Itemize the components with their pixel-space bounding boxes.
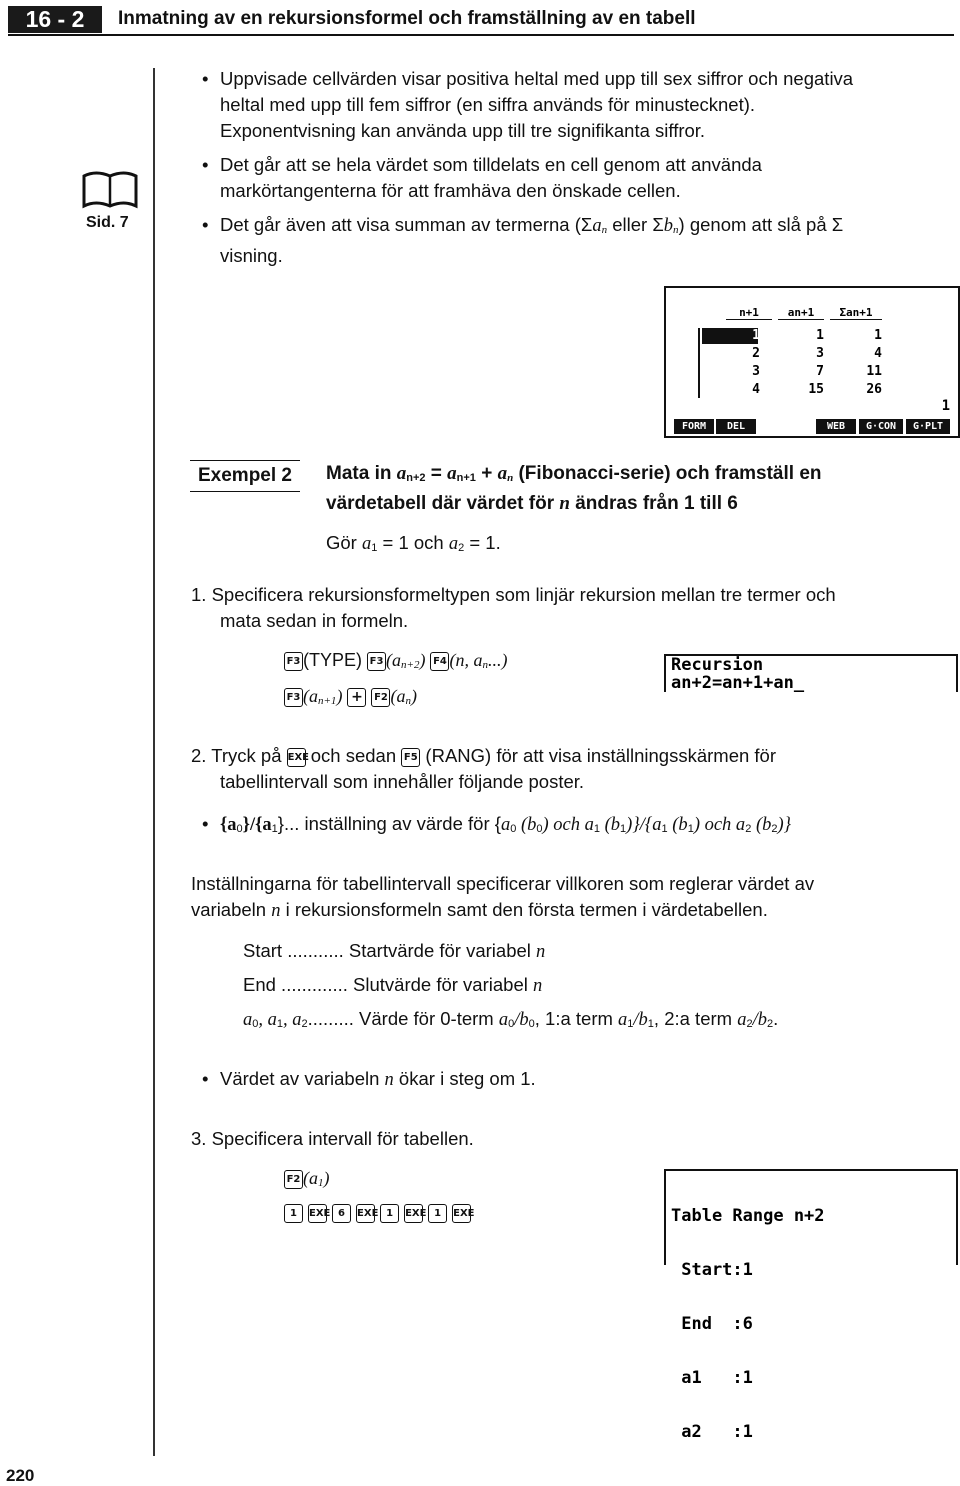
bullet-cell-values [220,66,853,144]
table-cell: 7 [816,364,824,379]
table-header-an: an+1 [778,306,824,320]
bullet-sigma [220,212,843,269]
key-1[interactable]: 1 [428,1204,447,1223]
text-line: markörtangenterna för att framhäva den önskade cellen. [220,180,681,201]
exe-key[interactable]: EXE [356,1204,375,1223]
header-rule [8,34,954,36]
calculator-recursion-screen [664,654,958,692]
table-cell: 11 [866,364,882,379]
text-line: 2. Tryck på EXE och sedan F5 (RANG) för att visa inställningsskärmen för [191,745,776,766]
text-line: • Det går att se hela värdet som tilldelats en cell genom att använda [220,154,762,175]
key-sequence-values [284,1202,475,1223]
table-cell: 3 [752,364,760,379]
f2-key[interactable]: F2 [284,1170,303,1189]
screen-line: Recursion [671,655,764,675]
text-line: Mata in an+2 = an+1 + an (Fibonacci-serie) och framställ en [326,463,822,484]
fn-key-gplt[interactable]: G·PLT [906,419,950,434]
calculator-table-range-screen [664,1169,958,1442]
section-title: Inmatning av en rekursionsformel och framställning av en tabell [118,8,696,29]
text-line: • Det går även att visa summan av termerna (Σan eller Σbn) genom att slå på Σ [220,214,844,236]
f3-key[interactable]: F3 [284,652,303,671]
def-start: Start ........... Startvärde för variabel n [243,940,546,962]
screen-line: an+2=an+1+an_ [671,673,805,693]
page-reference: Sid. 7 [86,214,129,231]
key-1[interactable]: 1 [284,1204,303,1223]
step-3-text: 3. Specificera intervall för tabellen. [191,1128,474,1149]
text-line: 1. Specificera rekursionsformeltypen som linjär rekursion mellan tre termer och [191,584,836,605]
bullet-a0-a1: • {a0}/{a1}... inställning av värde för {a0 (b0) och a1 (b1)}/{a1 (b1) och a2 (b2)} [220,811,791,842]
table-range-paragraph [191,871,814,924]
table-cell: 3 [816,346,824,361]
table-cell: 2 [752,346,760,361]
screen-line: Table Range n+2 [671,1206,825,1226]
example-label: Exempel 2 [190,460,300,492]
fn-key-del[interactable]: DEL [716,419,756,434]
f4-key[interactable]: F4 [430,652,449,671]
exe-key[interactable]: EXE [308,1204,327,1223]
example-given: Gör a1 = 1 och a2 = 1. [326,532,501,554]
text-line: Exponentvisning kan använda upp till tre signifikanta siffror. [220,120,706,141]
f2-key[interactable]: F2 [371,688,390,707]
table-cell: 4 [752,382,760,397]
step-2-text [191,743,776,795]
def-end: End ............. Slutvärde för variabel n [243,974,543,996]
text-line: Inställningarna för tabellintervall specificerar villkoren som reglerar värdet av [191,873,815,894]
plus-key[interactable]: + [347,688,366,707]
text-line: heltal med upp till fem siffror (en siffra används för minustecknet). [220,94,756,115]
key-6[interactable]: 6 [332,1204,351,1223]
bullet-step: • Värdet av variabeln n ökar i steg om 1. [220,1066,536,1093]
text-line: tabellintervall som innehåller följande poster. [220,771,585,792]
fn-key-web[interactable]: WEB [816,419,856,434]
exe-key[interactable]: EXE [452,1204,471,1223]
key-sequence-row-1: F3 (TYPE) F3 (an+2) F4 (n, an...) [284,650,507,671]
table-left-rule [698,328,700,398]
margin-rule [153,68,155,1456]
screen-line: a2 :1 [671,1422,753,1442]
table-header-n: n+1 [726,306,772,320]
text-line: värdetabell där värdet för n ändras från 1 till 6 [326,493,738,514]
section-number-badge: 16 - 2 [8,6,102,33]
text-line: • Uppvisade cellvärden visar positiva heltal med upp till sex siffror och negativa [220,68,854,89]
f5-key[interactable]: F5 [401,748,420,767]
screen-line: End :6 [671,1314,753,1334]
example-statement [326,461,822,517]
key-sequence-f2: F2 (a1) [284,1168,330,1189]
screen-line: Start:1 [671,1260,753,1280]
cell-value-readout: 1 [941,398,950,414]
table-header-sigma: Σan+1 [830,306,882,320]
book-icon [80,170,140,210]
table-cell: 26 [866,382,882,397]
text-line: variabeln n i rekursionsformeln samt den första termen i värdetabellen. [191,899,768,921]
text-line: visning. [220,245,283,266]
exe-key[interactable]: EXE [287,748,306,767]
f3-key[interactable]: F3 [284,688,303,707]
table-cell: 1 [752,328,760,343]
bullet-view-cell [220,152,762,204]
table-cell: 1 [816,328,824,343]
key-1[interactable]: 1 [380,1204,399,1223]
screen-line: a1 :1 [671,1368,753,1388]
page-number: 220 [6,1466,35,1485]
fn-key-form[interactable]: FORM [674,419,714,434]
text-line: mata sedan in formeln. [220,610,409,631]
step-1-text [191,582,836,634]
key-sequence-row-2: F3 (an+1) + F2 (an) [284,686,417,707]
table-cell: 1 [874,328,882,343]
table-cell: 4 [874,346,882,361]
f3-key[interactable]: F3 [367,652,386,671]
fn-key-gcon[interactable]: G·CON [859,419,903,434]
calculator-table-screen [664,286,960,438]
def-terms: a0, a1, a2......... Värde för 0-term a0/b0, 1:a term a1/b1, 2:a term a2/b2. [243,1008,779,1030]
table-cell: 15 [808,382,824,397]
exe-key[interactable]: EXE [404,1204,423,1223]
